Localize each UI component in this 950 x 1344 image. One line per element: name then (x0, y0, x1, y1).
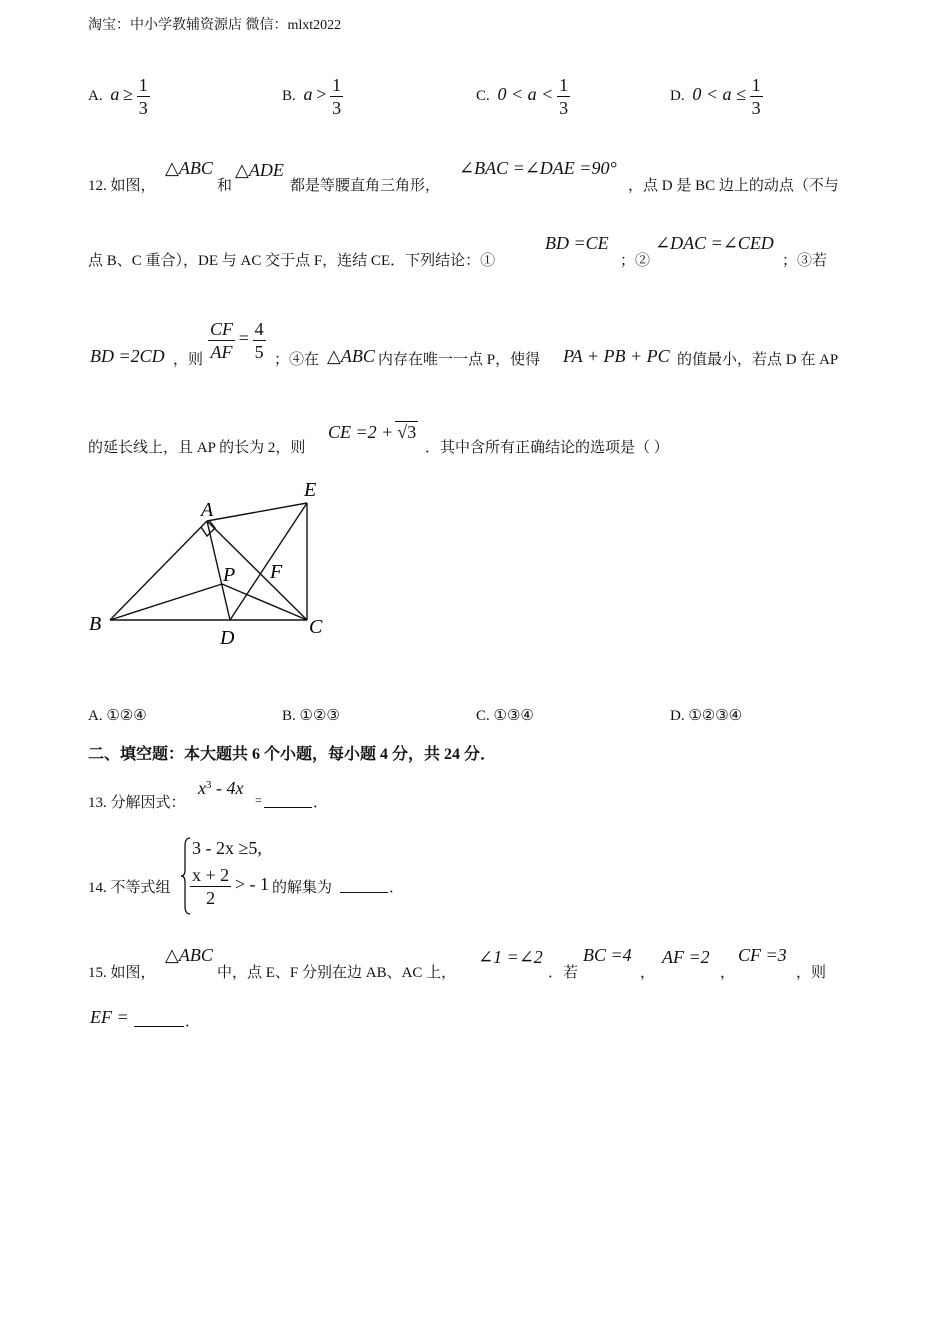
ce-expression: CE =2 + √3 (328, 422, 417, 442)
q11-option-d[interactable]: D. 0 < a ≤ $\frac{1}{3}$ (670, 75, 761, 118)
segment-pc (222, 584, 307, 620)
answer-blank[interactable] (264, 807, 312, 808)
q12-option-b[interactable]: B. ①②③ (282, 708, 340, 724)
q12-option-d[interactable]: D. ①②③④ (670, 708, 743, 724)
q14-fraction-line: $\frac{x + 2}{2}$ > - 1 (192, 865, 270, 908)
q13-expression: $x^3 - 4x$ (198, 778, 244, 798)
geometry-figure (80, 470, 340, 660)
label-f: F (270, 561, 283, 583)
segment-ab (110, 521, 207, 620)
segment-ae (207, 503, 307, 521)
label-b: B (89, 613, 102, 635)
q11-option-b[interactable]: B. a > $\frac{1}{3}$ (282, 75, 342, 118)
answer-blank[interactable] (134, 1026, 184, 1027)
q12-option-c[interactable]: C. ①③④ (476, 708, 534, 724)
q11-option-a[interactable]: A. a ≥ $\frac{1}{3}$ (88, 75, 148, 118)
section-title: 二、填空题：本大题共 6 个小题，每小题 4 分，共 24 分． (88, 746, 497, 763)
cf-af-fraction: $\frac{CF}{AF}$ = $\frac{4}{5}$ (210, 319, 264, 362)
segment-ac (207, 521, 307, 620)
label-d: D (220, 627, 235, 649)
label-a: A (201, 499, 214, 521)
label-p: P (223, 564, 236, 586)
q12-option-a[interactable]: A. ①②④ (88, 708, 147, 724)
answer-blank[interactable] (340, 892, 388, 893)
label-c: C (309, 616, 323, 638)
segment-ed (230, 503, 307, 620)
label-e: E (304, 479, 317, 501)
page-header: 淘宝：中小学教辅资源店 微信：mlxt2022 (88, 18, 342, 33)
q11-option-c[interactable]: C. 0 < a < $\frac{1}{3}$ (476, 75, 569, 118)
